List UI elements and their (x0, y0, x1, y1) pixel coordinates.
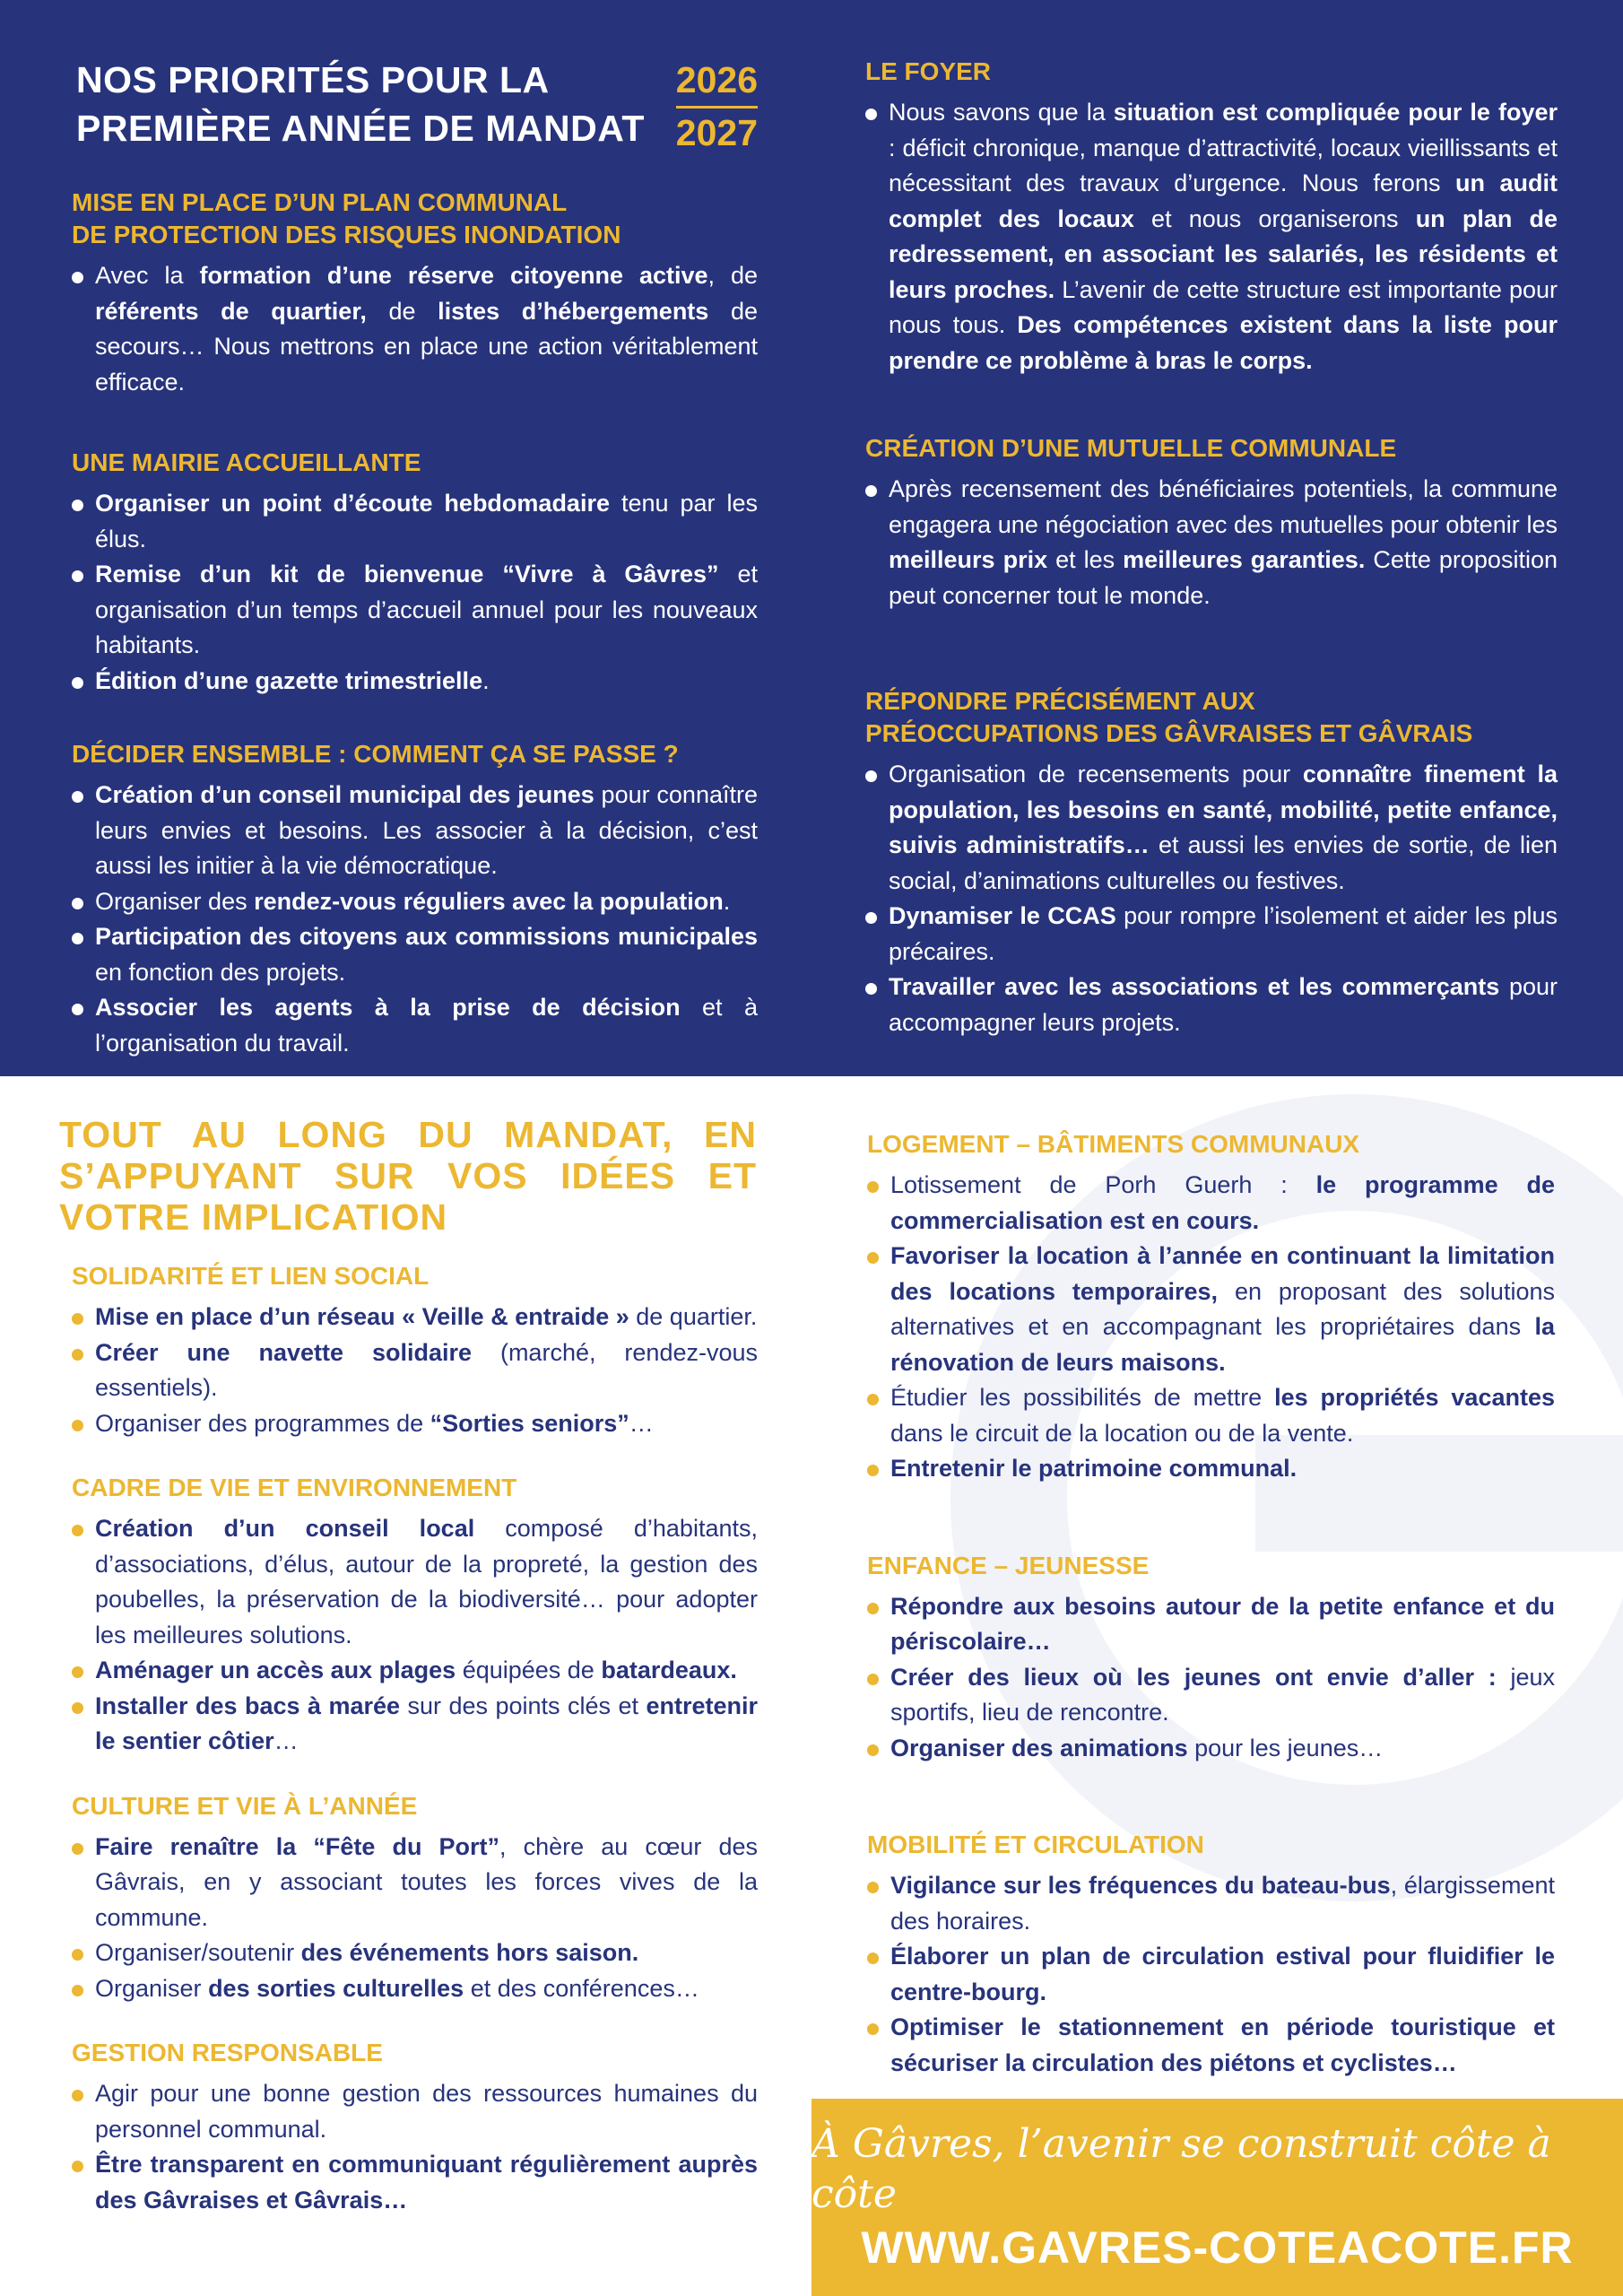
list-item (72, 778, 758, 884)
list-item (72, 2076, 758, 2147)
bold-text: les propriétés vacantes (1274, 1384, 1555, 1411)
list-item (72, 1335, 758, 1406)
bold-text: situation est compliquée pour le foyer (1113, 99, 1558, 126)
text: Lotissement de Porh Guerh : (890, 1171, 1316, 1198)
list-item (867, 1380, 1555, 1451)
bold-text: Organiser des animations (890, 1734, 1188, 1761)
list-item (72, 1511, 758, 1653)
list-item (865, 757, 1558, 899)
bold-text: Travailler avec les associations et les commerçants (889, 973, 1500, 1000)
section-title-line: ENFANCE – JEUNESSE (867, 1551, 1150, 1579)
footer-slogan: À Gâvres, l’avenir se construit côte à côte (812, 2121, 1551, 2217)
bold-text: Optimiser le stationnement en période touristique et sécuriser la circulation des piétons et cyclistes… (890, 2013, 1555, 2076)
bold-text: Création d’un conseil local (95, 1515, 475, 1542)
bottom-left-column (72, 1260, 758, 2218)
bold-text: “Sorties seniors” (430, 1409, 629, 1437)
page-title (76, 56, 645, 152)
bold-text: meilleurs prix (889, 546, 1048, 573)
website-link[interactable]: WWW.GAVRES-COTEACOTE.FR (861, 2222, 1574, 2273)
bold-text: meilleures garanties. (1123, 546, 1366, 573)
bold-text: formation d’une réserve citoyenne active (199, 262, 708, 289)
section-title-line: PRÉOCCUPATIONS DES GÂVRAISES ET GÂVRAIS (865, 719, 1473, 747)
top-left-column (72, 187, 758, 1061)
bottom-title: TOUT AU LONG DU MANDAT, EN S’APPUYANT SUR VOS IDÉES ET VOTRE IMPLICATION (59, 1114, 757, 1238)
title-line-1: NOS PRIORITÉS POUR LA (76, 59, 550, 100)
bold-text: la rénovation de leurs maisons. (890, 1313, 1555, 1376)
bullet-list (865, 757, 1558, 1040)
bottom-right-section-0 (867, 1128, 1555, 1487)
text: pour les jeunes… (1187, 1734, 1384, 1761)
section-title (865, 685, 1558, 750)
list-item (867, 1660, 1555, 1731)
bold-text: Associer les agents à la prise de décision (95, 994, 681, 1021)
title-line-2: PREMIÈRE ANNÉE DE MANDAT (76, 108, 645, 149)
section-title (72, 187, 758, 251)
section-title-line: SOLIDARITÉ ET LIEN SOCIAL (72, 1262, 430, 1290)
bold-text: des sorties culturelles (208, 1974, 464, 2002)
mandate-years (676, 56, 758, 157)
bottom-left-section-2 (72, 1790, 758, 2007)
text: , de (707, 262, 758, 289)
text: , chère au cœur des Gâvrais, en y associant toutes les forces vives de la commune. (95, 1832, 758, 1931)
bold-text: des événements hors saison. (300, 1939, 639, 1966)
text: et à l’organisation du travail. (95, 994, 758, 1057)
text: et organisation d’un temps d’accueil annuel pour les nouveaux habitants. (95, 561, 758, 658)
bottom-left-section-1 (72, 1472, 758, 1760)
section-title (867, 1829, 1555, 1861)
text: L’avenir de cette structure est importante pour nous tous. (889, 275, 1558, 338)
bold-text: Participation des citoyens aux commissions municipales (95, 923, 758, 950)
top-left-section-0 (72, 187, 758, 400)
text: Agir pour une bonne gestion des ressources humaines du personnel communal. (95, 2080, 758, 2143)
list-item (72, 1971, 758, 2007)
list-item (867, 1589, 1555, 1660)
bold-text: Créer une navette solidaire (95, 1338, 472, 1366)
text: Organisation de recensements pour (889, 761, 1303, 787)
bold-text: Vigilance sur les fréquences du bateau-bus (890, 1872, 1391, 1899)
top-right-section-2 (865, 685, 1558, 1040)
text: … (273, 1727, 299, 1754)
bold-text: Faire renaître la “Fête du Port” (95, 1832, 500, 1860)
text: . (723, 887, 731, 915)
list-item (72, 1830, 758, 1936)
bullet-list (865, 472, 1558, 613)
top-left-section-1 (72, 447, 758, 699)
section-title (72, 1790, 758, 1822)
bullet-list (72, 486, 758, 699)
section-title-line: RÉPONDRE PRÉCISÉMENT AUX (865, 687, 1255, 715)
text: de quartier. (629, 1303, 758, 1330)
bullet-list (72, 1511, 758, 1760)
bold-text: référents de quartier, (95, 297, 367, 325)
top-panel (0, 0, 1623, 1076)
section-title (865, 56, 1558, 88)
text: dans le circuit de la location ou de la vente. (890, 1419, 1354, 1447)
list-item (72, 919, 758, 990)
section-title (72, 2037, 758, 2069)
section-title-line: UNE MAIRIE ACCUEILLANTE (72, 448, 421, 476)
bullet-list (72, 2076, 758, 2218)
text: jeux sportifs, lieu de rencontre. (890, 1663, 1555, 1726)
text: … (629, 1409, 654, 1437)
bold-text: Édition d’une gazette trimestrielle (95, 666, 483, 694)
list-item (865, 95, 1558, 378)
text: en proposant des solutions alternatives et en accompagnant les propriétaires dans (890, 1277, 1555, 1340)
text: Cette proposition peut concerner tout le monde. (889, 546, 1558, 609)
text: de secours… Nous mettrons en place une action véritablement efficace. (95, 297, 758, 396)
footer-banner (812, 2099, 1623, 2296)
text: sur des points clés et (400, 1692, 647, 1719)
bullet-list (72, 1830, 758, 2007)
bullet-list (72, 258, 758, 400)
text: Après recensement des bénéficiaires potentiels, la commune engagera une négociation avec des mutuelles pour obtenir les (889, 475, 1558, 538)
bullet-list (867, 1589, 1555, 1767)
bottom-left-section-0 (72, 1260, 758, 1441)
section-title (72, 447, 758, 479)
top-right-column (865, 56, 1558, 1040)
bold-text: Création d’un conseil municipal des jeunes (95, 781, 595, 808)
list-item (72, 884, 758, 920)
list-item (72, 486, 758, 557)
bold-text: Entretenir le patrimoine communal. (890, 1455, 1298, 1482)
text: Organiser des (95, 887, 255, 915)
bold-text: Élaborer un plan de circulation estival pour fluidifier le centre-bourg. (890, 1943, 1555, 2005)
section-title-line: CULTURE ET VIE À L’ANNÉE (72, 1791, 418, 1820)
section-title (72, 738, 758, 770)
bullet-list (865, 95, 1558, 378)
bold-text: Créer des lieux où les jeunes ont envie d’aller : (890, 1663, 1497, 1691)
bold-text: Répondre aux besoins autour de la petite enfance et du périscolaire… (890, 1592, 1555, 1655)
text: (marché, rendez-vous essentiels). (95, 1338, 759, 1401)
bottom-right-column (867, 1128, 1555, 2081)
bold-text: listes d’hébergements (438, 297, 709, 325)
text: Organiser (95, 1974, 209, 2002)
text: tenu par les élus. (95, 490, 759, 552)
text: et des conférences… (464, 1974, 699, 2002)
section-title (72, 1472, 758, 1504)
text: pour connaître leurs envies et besoins. Les associer à la décision, c’est aussi les initier à la vie démocratique. (95, 781, 758, 879)
list-item (867, 1451, 1555, 1487)
list-item (867, 1239, 1555, 1380)
list-item (867, 2010, 1555, 2081)
bold-text: le programme de commercialisation est en cours. (890, 1171, 1555, 1234)
list-item (867, 1168, 1555, 1239)
text: et les (1047, 546, 1124, 573)
list-item (72, 1300, 758, 1335)
list-item (72, 664, 758, 700)
text: pour accompagner leurs projets. (889, 973, 1558, 1036)
bold-text: Remise d’un kit de bienvenue “Vivre à Gâvres” (95, 561, 719, 587)
text: équipées de (456, 1657, 602, 1683)
section-title-line: DE PROTECTION DES RISQUES INONDATION (72, 221, 621, 248)
year-start: 2026 (676, 56, 758, 109)
list-item (72, 1653, 758, 1689)
section-title-line: MISE EN PLACE D’UN PLAN COMMUNAL (72, 188, 568, 216)
bold-text: un plan de redressement, en associant les salariés, les résidents et leurs proches. (889, 204, 1558, 303)
text: et nous organiserons (1133, 204, 1416, 232)
list-item (867, 1868, 1555, 1939)
list-item (72, 990, 758, 1061)
section-title (867, 1128, 1555, 1161)
list-item (72, 258, 758, 400)
bold-text: entretenir le sentier côtier (95, 1692, 758, 1754)
top-right-section-0 (865, 56, 1558, 378)
text: Organiser/soutenir (95, 1939, 301, 1966)
list-item (72, 557, 758, 664)
bold-text: Des compétences existent dans la liste pour prendre ce problème à bras le corps. (889, 311, 1558, 374)
bullet-list (867, 1168, 1555, 1487)
list-item (72, 1689, 758, 1760)
list-item (72, 1935, 758, 1971)
section-title-line: CADRE DE VIE ET ENVIRONNEMENT (72, 1474, 517, 1501)
text: en fonction des projets. (95, 958, 346, 986)
bold-text: Favoriser la location à l’année en continuant la limitation des locations temporaires, (890, 1242, 1555, 1305)
text: pour rompre l’isolement et aider les plus précaires. (889, 902, 1558, 965)
bold-text: Être transparent en communiquant régulièrement auprès des Gâvraises et Gâvrais… (95, 2151, 758, 2213)
bottom-right-section-1 (867, 1550, 1555, 1767)
bold-text: Installer des bacs à marée (95, 1692, 401, 1719)
text: Étudier les possibilités de mettre (890, 1384, 1275, 1411)
bottom-right-section-2 (867, 1829, 1555, 2081)
list-item (865, 472, 1558, 613)
top-left-section-2 (72, 738, 758, 1061)
section-title-line: MOBILITÉ ET CIRCULATION (867, 1831, 1204, 1858)
bullet-list (867, 1868, 1555, 2081)
section-title (867, 1550, 1555, 1582)
bold-text: Dynamiser le CCAS (889, 902, 1116, 929)
top-right-section-1 (865, 432, 1558, 613)
section-title-line: CRÉATION D’UNE MUTUELLE COMMUNALE (865, 434, 1397, 462)
text: et aussi les envies de sortie, de lien social, d’animations culturelles ou festives. (889, 831, 1558, 894)
section-title-line: DÉCIDER ENSEMBLE : COMMENT ÇA SE PASSE ? (72, 740, 679, 768)
list-item (72, 2147, 758, 2218)
section-title-line: GESTION RESPONSABLE (72, 2039, 383, 2066)
bold-text: Organiser un point d’écoute hebdomadaire (95, 490, 610, 517)
text: Organiser des programmes de (95, 1409, 430, 1437)
year-end: 2027 (675, 112, 758, 153)
text: de (366, 297, 438, 325)
list-item (865, 899, 1558, 970)
bullet-list (72, 1300, 758, 1441)
section-title (72, 1260, 758, 1292)
bold-text: un audit complet des locaux (889, 170, 1558, 232)
text: Nous savons que la (889, 99, 1114, 126)
text: . (482, 666, 490, 694)
section-title (865, 432, 1558, 465)
text: : déficit chronique, manque d’attractivité, locaux vieillissants et nécessitant des travaux d’urgence. Nous ferons (889, 134, 1558, 196)
text: composé d’habitants, d’associations, d’élus, autour de la propreté, la gestion des poubelles, la préservation de la biodiversité… pour adopter les meilleures solutions. (95, 1515, 758, 1648)
section-title-line: LOGEMENT – BÂTIMENTS COMMUNAUX (867, 1130, 1360, 1158)
bottom-left-section-3 (72, 2037, 758, 2218)
list-item (867, 1939, 1555, 2010)
bottom-title-wrap (59, 1114, 757, 1238)
bold-text: connaître finement la population, les besoins en santé, mobilité, petite enfance, suivis administratifs… (889, 761, 1558, 858)
list-item (865, 970, 1558, 1040)
list-item (867, 1731, 1555, 1767)
section-title-line: LE FOYER (865, 57, 992, 85)
list-item (72, 1406, 758, 1442)
bold-text: batardeaux. (601, 1657, 737, 1683)
bullet-list (72, 778, 758, 1061)
bold-text: rendez-vous réguliers avec la population (254, 887, 724, 915)
text: Avec la (95, 262, 200, 289)
text: , élargissement des horaires. (890, 1872, 1555, 1935)
bold-text: Aménager un accès aux plages (95, 1657, 456, 1683)
bold-text: Mise en place d’un réseau « Veille & entraide » (95, 1303, 629, 1330)
header (76, 56, 758, 157)
